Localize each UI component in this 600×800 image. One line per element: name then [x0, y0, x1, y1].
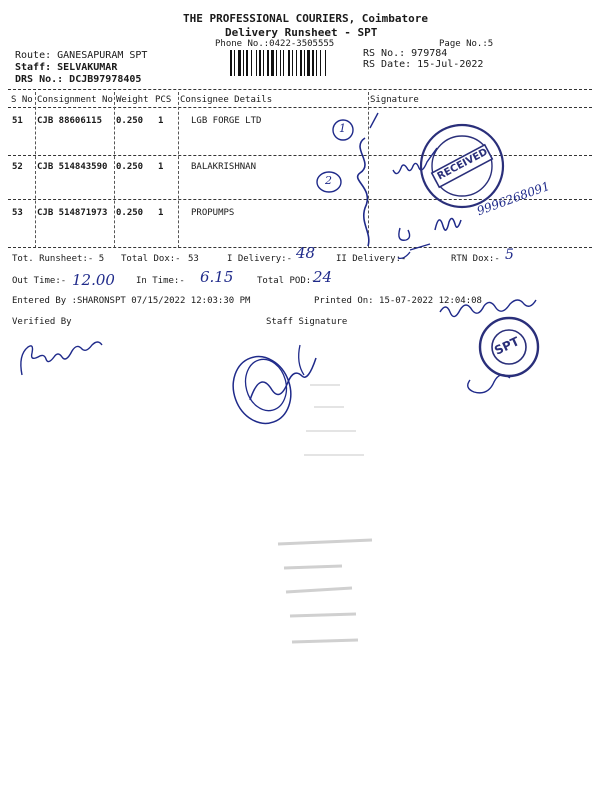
printed-on: Printed On: 15-07-2022 12:04:08 — [314, 296, 482, 306]
col-header-pcs: PCS — [155, 95, 172, 105]
rs-number: RS No.: 979784 — [363, 48, 448, 59]
row-sno: 51 — [12, 116, 23, 126]
handwritten-phone-note: 9996268091 — [475, 178, 552, 219]
row-pcs: 1 — [158, 116, 164, 126]
in-time-label: In Time:- — [136, 276, 185, 286]
handwritten-in-time: 6.15 — [200, 268, 234, 286]
spt-stamp — [478, 316, 540, 378]
i-delivery-label: I Delivery:- — [227, 254, 293, 264]
total-dox-label: Total Dox:- — [121, 254, 181, 264]
handwritten-total-pod: 24 — [313, 268, 333, 286]
company-name: THE PROFESSIONAL COURIERS, Coimbatore — [183, 12, 429, 25]
out-time-label: Out Time:- — [12, 276, 67, 286]
row-sno: 52 — [12, 162, 23, 172]
row-consignee: LGB FORGE LTD — [191, 116, 262, 126]
row-consignee: PROPUMPS — [191, 208, 235, 218]
rtn-dox-label: RTN Dox:- — [451, 254, 500, 264]
circled-mark-two: 2 — [325, 174, 332, 187]
row-consignment: CJB 88606115 — [37, 116, 103, 126]
row-weight: 0.250 — [116, 208, 144, 218]
staff-name: Staff: SELVAKUMAR — [15, 62, 118, 73]
bleed-through-block — [300, 375, 370, 465]
row-consignee: BALAKRISHNAN — [191, 162, 257, 172]
col-header-consignee: Consignee Details — [180, 95, 273, 105]
row-pcs: 1 — [158, 162, 164, 172]
entered-by: Entered By :SHARONSPT 07/15/2022 12:03:30 PM — [12, 296, 251, 306]
verified-by-label: Verified By — [12, 317, 72, 327]
bleed-through-block — [272, 530, 382, 660]
rs-date: RS Date: 15-Jul-2022 — [363, 59, 484, 70]
row-weight: 0.250 — [116, 162, 144, 172]
row-pcs: 1 — [158, 208, 164, 218]
row-sno: 53 — [12, 208, 23, 218]
spt-stamp-text: SPT — [492, 334, 522, 358]
row-consignment: CJB 514871973 — [37, 208, 108, 218]
row-consignment: CJB 514843590 — [37, 162, 108, 172]
col-header-signature: Signature — [370, 95, 419, 105]
phone-number: Phone No.:0422-3505555 — [215, 39, 335, 49]
staff-signature-label: Staff Signature — [266, 317, 348, 327]
ii-delivery-label: II Delivery:- — [336, 254, 407, 264]
handwritten-out-time: 12.00 — [72, 271, 115, 289]
col-header-consignment: Consignment No — [37, 95, 113, 105]
handwritten-rtn-dox: 5 — [505, 247, 514, 263]
circled-mark-one: 1 — [339, 122, 346, 135]
total-pod-label: Total POD:- — [257, 276, 317, 286]
runsheet-title: Delivery Runsheet - SPT — [225, 26, 378, 39]
received-stamp-text: RECEIVED — [435, 146, 490, 183]
drs-number: DRS No.: DCJB97978405 — [15, 74, 142, 85]
page-number: Page No.:5 — [439, 39, 494, 49]
handwritten-i-delivery: 48 — [296, 244, 316, 262]
route-text: Route: GANESAPURAM SPT — [15, 50, 148, 61]
received-stamp — [418, 122, 506, 210]
row-weight: 0.250 — [116, 116, 144, 126]
col-header-sno: S No — [11, 95, 33, 105]
total-dox-value: 53 — [188, 254, 199, 264]
col-header-weight: Weight — [116, 95, 149, 105]
tot-runsheet: Tot. Runsheet:- 5 — [12, 254, 105, 264]
